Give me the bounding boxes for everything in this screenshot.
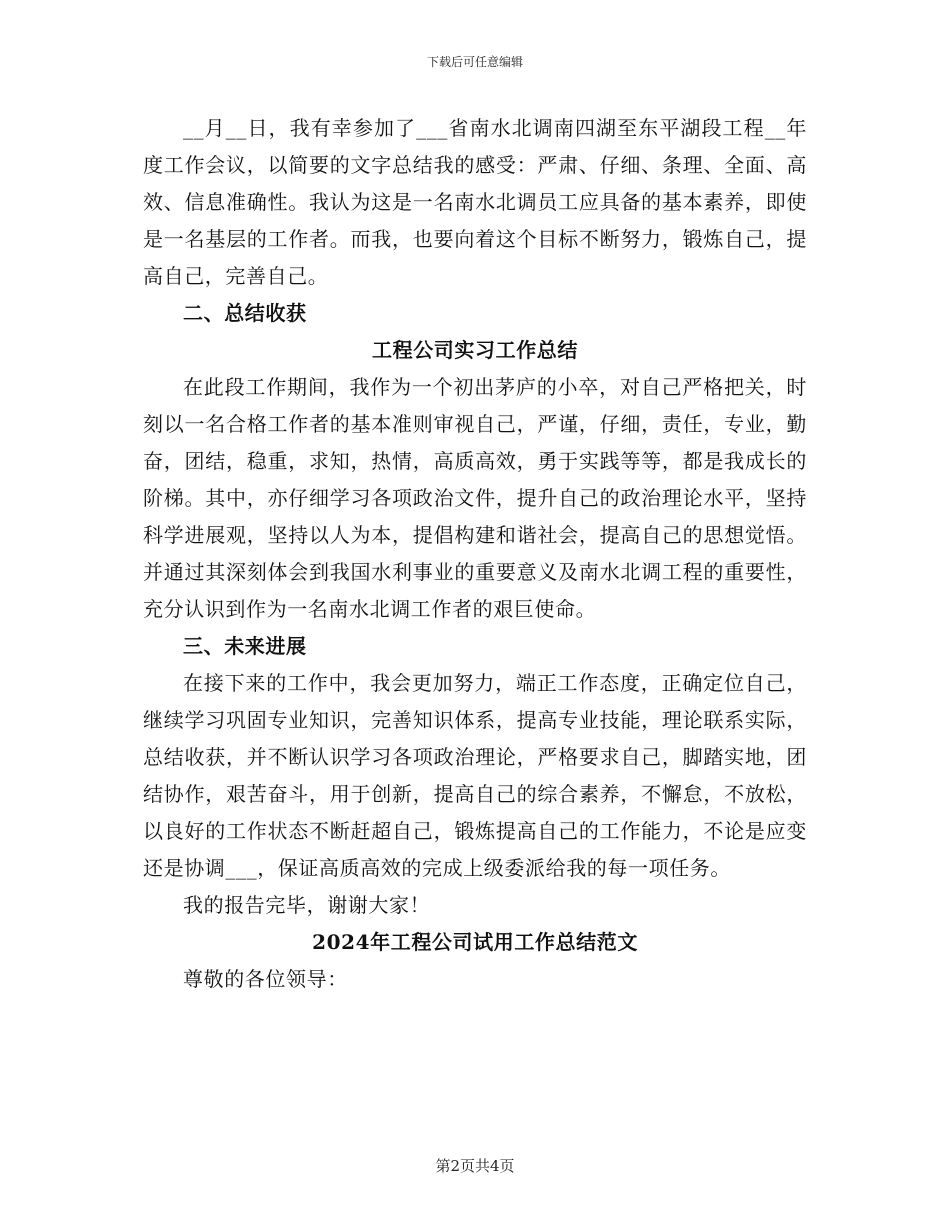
header-note: 下载后可任意编辑: [426, 55, 523, 69]
next-document-title: 2024年工程公司试用工作总结范文: [312, 930, 638, 954]
salutation: 尊敬的各位领导：: [183, 967, 348, 991]
section-two-paragraph: 在此段工作期间，我作为一个初出茅庐的小卒，对自己严格把关，时刻以一名合格工作者的基本准则审视自己，严谨，仔细，责任，专业，勤奋，团结，稳重，求知，热情，高质高效，勇于实践等等，都是我成长的阶梯。其中，亦仔细学习各项政治文件，提升自己的政治理论水平，坚持科学进展观，坚持以人为本，提倡构建和谐社会，提高自己的思想觉悟。并通过其深刻体会到我国水利事业的重要意义及南水北调工程的重要性，充分认识到作为一名南水北调工作者的艰巨使命。: [143, 375, 807, 621]
intro-paragraph: __月__日，我有幸参加了___省南水北调南四湖至东平湖段工程__年度工作会议，以简要的文字总结我的感受：严肃、仔细、条理、全面、高效、信息准确性。我认为这是一名南水北调员工应具备的基本素养，即使是一名基层的工作者。而我，也要向着这个目标不断努力，锻炼自己，提高自己，完善自己。: [143, 116, 807, 288]
closing-line: 我的报告完毕，谢谢大家！: [183, 893, 431, 917]
document-body: [143, 110, 807, 998]
section-three-heading: 三、未来进展: [183, 634, 307, 658]
section-two-heading: 二、总结收获: [183, 301, 307, 325]
section-two-title: 工程公司实习工作总结: [372, 338, 578, 362]
section-three-paragraph: 在接下来的工作中，我会更加努力，端正工作态度，正确定位自己，继续学习巩固专业知识，完善知识体系，提高专业技能，理论联系实际，总结收获，并不断认识学习各项政治理论，严格要求自己，脚踏实地，团结协作，艰苦奋斗，用于创新，提高自己的综合素养，不懈怠，不放松，以良好的工作状态不断赶超自己，锻炼提高自己的工作能力，不论是应变还是协调___，保证高质高效的完成上级委派给我的每一项任务。: [143, 671, 807, 880]
page-indicator: 第2页共4页: [435, 1157, 515, 1175]
